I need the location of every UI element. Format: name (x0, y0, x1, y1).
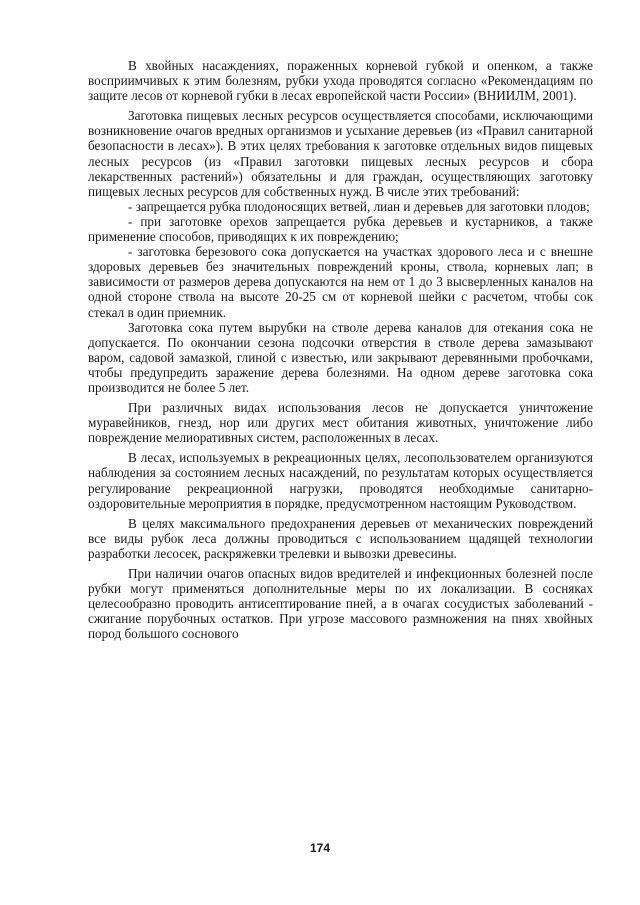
bullet-item-2: - при заготовке орехов запрещается рубка деревьев и кустарников, а также применение способов, приводящих к их повреждению; (88, 213, 593, 245)
bullet-item-3: - заготовка березового сока допускается на участках здорового леса и с внешне здоровых деревьев без значительных повреждений кроны, ствола, корневых лап; в зависимости от размеров дерева допускаются на нем от 1 до 3 высверленных каналов на одной стороне ствола на высоте 20-25 см от корневой шейки с расчетом, чтобы сок стекал в один приемник. (88, 244, 593, 320)
paragraph-5: В лесах, используемых в рекреационных целях, лесопользователем организуются наблюдения за состоянием лесных насаждений, по результатам которых осуществляется регулирование рекреационной нагрузки, проводятся необходимые санитарно-оздоровительные мероприятия в порядке, предусмотренном настоящим Руководством. (88, 450, 593, 511)
document-body (88, 58, 593, 646)
paragraph-2: Заготовка пищевых лесных ресурсов осуществляется способами, исключающими возникновение очагов вредных организмов и усыхание деревьев (из «Правил санитарной безопасности в лесах»). В этих целях требования к заготовке отдельных видов пищевых лесных ресурсов (из «Правил заготовки пищевых лесных ресурсов и сбора лекарственных растений») обязательны и для граждан, осуществляющих заготовку пищевых лесных ресурсов для собственных нужд. В числе этих требований: (88, 108, 593, 199)
paragraph-6: В целях максимального предохранения деревьев от механических повреждений все виды рубок леса должны проводиться с использованием щадящей технологии разработки лесосек, раскряжевки трелевки и вывозки древесины. (88, 515, 593, 561)
paragraph-4: При различных видах использования лесов не допускается уничтожение муравейников, гнезд, нор или других мест обитания животных, уничтожение либо повреждение мелиоративных систем, расположенных в лесах. (88, 400, 593, 446)
paragraph-3: Заготовка сока путем вырубки на стволе дерева каналов для отекания сока не допускается. По окончании сезона подсочки отверстия в стволе дерева замазывают варом, садовой замазкой, глиной с известью, или закрывают деревянными пробочками, чтобы предупредить заражение дерева болезнями. На одном дереве заготовка сока производится не более 5 лет. (88, 319, 593, 395)
paragraph-7: При наличии очагов опасных видов вредителей и инфекционных болезней после рубки могут применяться дополнительные меры по их локализации. В сосняках целесообразно проводить антисептирование пней, а в очагах сосудистых заболеваний - сжигание порубочных остатков. При угрозе массового размножения на пнях хвойных пород большого соснового (88, 566, 593, 642)
paragraph-1: В хвойных насаждениях, пораженных корневой губкой и опенком, а также восприимчивых к этим болезням, рубки ухода проводятся согласно «Рекомендациям по защите лесов от корневой губки в лесах европейской части России» (ВНИИЛМ, 2001). (88, 58, 593, 104)
bullet-item-1: - запрещается рубка плодоносящих ветвей, лиан и деревьев для заготовки плодов; (128, 198, 590, 214)
page-number: 174 (309, 841, 331, 855)
